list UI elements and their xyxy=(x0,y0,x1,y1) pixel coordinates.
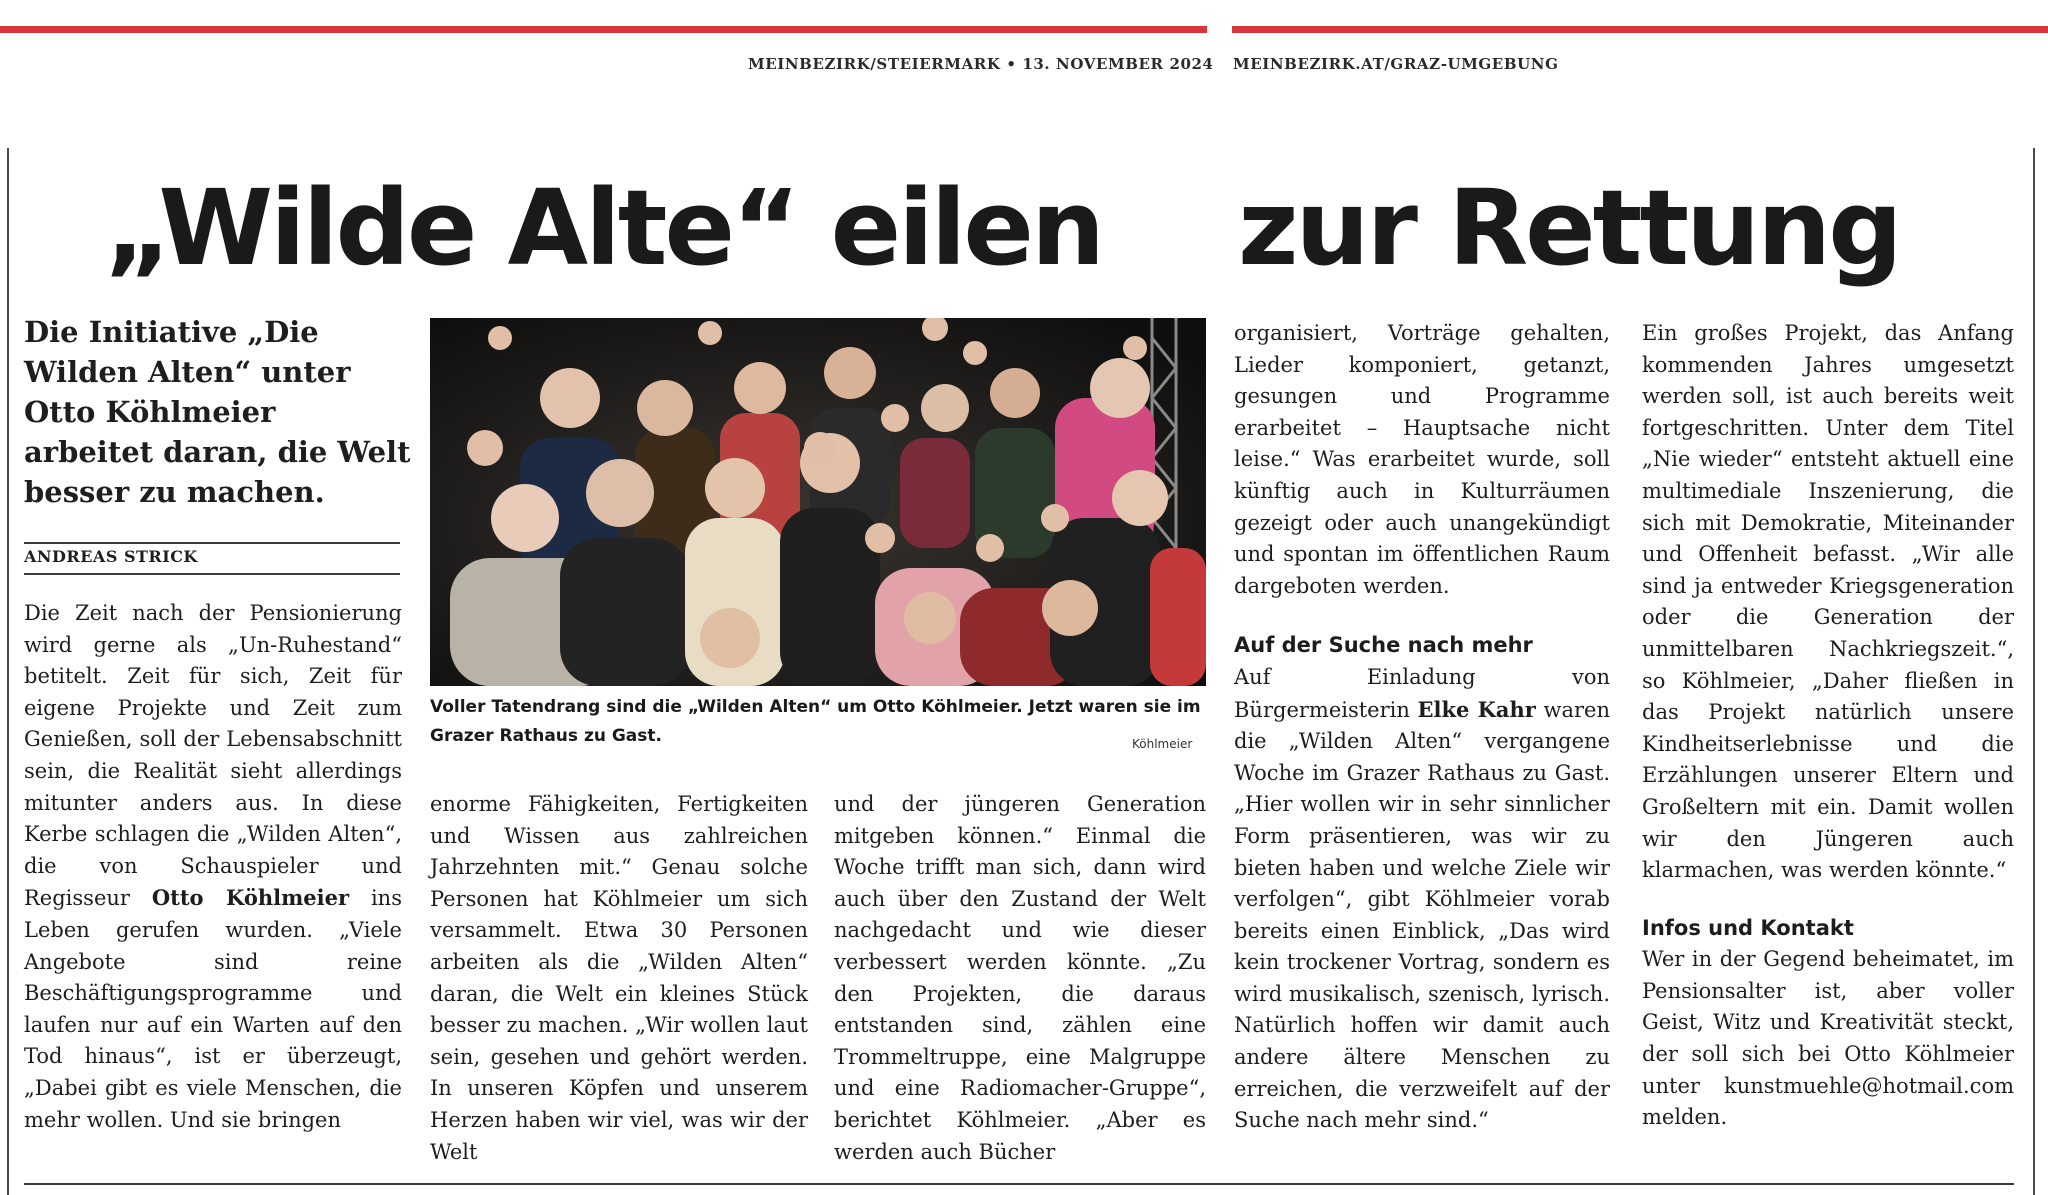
headline-part-1: „Wilde Alte“ eilen xyxy=(104,167,1102,289)
article-column-3 xyxy=(834,789,1206,1168)
column2-paragraph: enorme Fähigkeiten, Fertigkeiten und Wissen aus zahlreichen Jahrzehnten mit.“ Genau solche Personen hat Köhlmeier um sich versammelt. Etwa 30 Personen arbeiten als die „Wilden Alten“ daran, die Welt ein kleines Stück besser zu machen. „Wir wollen laut sein, gesehen und gehört werden. In unseren Köpfen und unserem Herzen haben wir viel, was wir der Welt xyxy=(430,792,808,1164)
bottom-rule xyxy=(24,1183,2014,1185)
byline-rule-bottom xyxy=(24,573,400,575)
photo-credit: Köhlmeier xyxy=(1132,737,1193,751)
column5-subhead: Infos und Kontakt xyxy=(1642,915,1854,940)
top-red-bar-left xyxy=(0,26,1207,33)
headline-part-2: zur Rettung xyxy=(1238,167,1900,289)
top-red-bar-right xyxy=(1232,26,2048,33)
article-column-5 xyxy=(1642,318,2014,1134)
column3-paragraph: und der jüngeren Generation mitgeben können.“ Einmal die Woche trifft man sich, dann wird auch über den Zustand der Welt nachgedacht und wie dieser verbessert werden könnte. „Zu den Projekten, die daraus entstanden sind, zählen eine Trommeltruppe, eine Malgruppe und eine Radiomacher-Gruppe“, berichtet Köhlmeier. „Aber es werden auch Bücher xyxy=(834,792,1206,1164)
left-page-rule xyxy=(7,148,9,1195)
group-photo-image xyxy=(430,318,1206,686)
article-column-4 xyxy=(1234,318,1610,1137)
column4-paragraph-1: organisiert, Vorträge gehalten, Lieder komponiert, getanzt, gesungen und Programme erarbeitet – Hauptsache nicht leise.“ Was erarbeitet wurde, soll künftig auch in Kulturräumen gezeigt oder auch unangekündigt und spontan im öffentlichen Raum dargeboten werden. xyxy=(1234,321,1610,598)
byline-rule-top xyxy=(24,542,400,544)
group-photo xyxy=(430,318,1206,686)
column1-person-name: Otto Köhlmeier xyxy=(151,885,350,911)
folio-right: MEINBEZIRK.AT/GRAZ-UMGEBUNG xyxy=(1233,55,1559,73)
column1-paragraph: Die Zeit nach der Pensionierung wird gerne als „Un-Ruhestand“ betitelt. Zeit für sich, Zeit für eigene Projekte und Zeit zum Genießen, soll der Lebensabschnitt sein, die Realität sieht allerdings mitunter anders aus. In diese Kerbe schlagen die „Wilden Alten“, die von Schauspieler und Regisseur Otto Köhlmeier ins Leben gerufen wurden. „Viele Angebote sind reine Beschäftigungsprogramme und laufen nur auf ein Warten auf den Tod hinaus“, ist er überzeugt, „Dabei gibt es viele Menschen, die mehr wollen. Und sie bringen xyxy=(24,601,402,1132)
photo-caption: Voller Tatendrang sind die „Wilden Alten“ um Otto Köhlmeier. Jetzt waren sie im Grazer Rathaus zu Gast. xyxy=(430,697,1201,746)
article-column-2 xyxy=(430,789,808,1168)
column5-paragraph-2: Wer in der Gegend beheimatet, im Pensionsalter ist, aber voller Geist, Witz und Kreativität steckt, der soll sich bei Otto Köhlmeier unter kunstmuehle@hotmail.com melden. xyxy=(1642,947,2014,1130)
column4-person-name: Elke Kahr xyxy=(1417,696,1536,722)
article-column-1 xyxy=(24,598,402,1136)
folio-left: MEINBEZIRK/STEIERMARK • 13. NOVEMBER 2024 xyxy=(748,55,1214,73)
right-page-rule xyxy=(2033,148,2035,1195)
column5-paragraph-1: Ein großes Projekt, das Anfang kommenden Jahres umgesetzt werden soll, ist auch bereits weit fortgeschritten. Unter dem Titel „Nie wieder“ entsteht aktuell eine multimediale Inszenierung, die sich mit Demokratie, Miteinander und Offenheit befasst. „Wir alle sind ja entweder Kriegsgeneration oder die Generation der unmittelbaren Nachkriegszeit.“, so Köhlmeier, „Daher fließen in das Projekt natürlich unsere Kindheitserlebnisse und die Erzählungen unserer Eltern und Großeltern mit ein. Damit wollen wir den Jüngeren auch klarmachen, was werden könnte.“ xyxy=(1642,321,2014,883)
column4-paragraph-2: Auf Einladung von Bürgermeisterin Elke Kahr waren die „Wilden Alten“ vergangene Woche im Grazer Rathaus zu Gast. „Hier wollen wir in sehr sinnlicher Form präsentieren, was wir zu bieten haben und welche Ziele wir verfolgen“, gibt Köhlmeier vorab bereits einen Einblick, „Das wird kein trockener Vortrag, sondern es wird musikalisch, szenisch, lyrisch. Natürlich hoffen wir damit auch andere ältere Menschen zu erreichen, die verzweifelt auf der Suche nach mehr sind.“ xyxy=(1234,664,1610,1133)
column4-subhead: Auf der Suche nach mehr xyxy=(1234,633,1533,658)
byline-author: ANDREAS STRICK xyxy=(24,547,198,566)
lead-text: Die Initiative „Die Wilden Alten“ unter Otto Köhlmeier arbeitet daran, die Welt besser zu machen. xyxy=(24,315,411,509)
